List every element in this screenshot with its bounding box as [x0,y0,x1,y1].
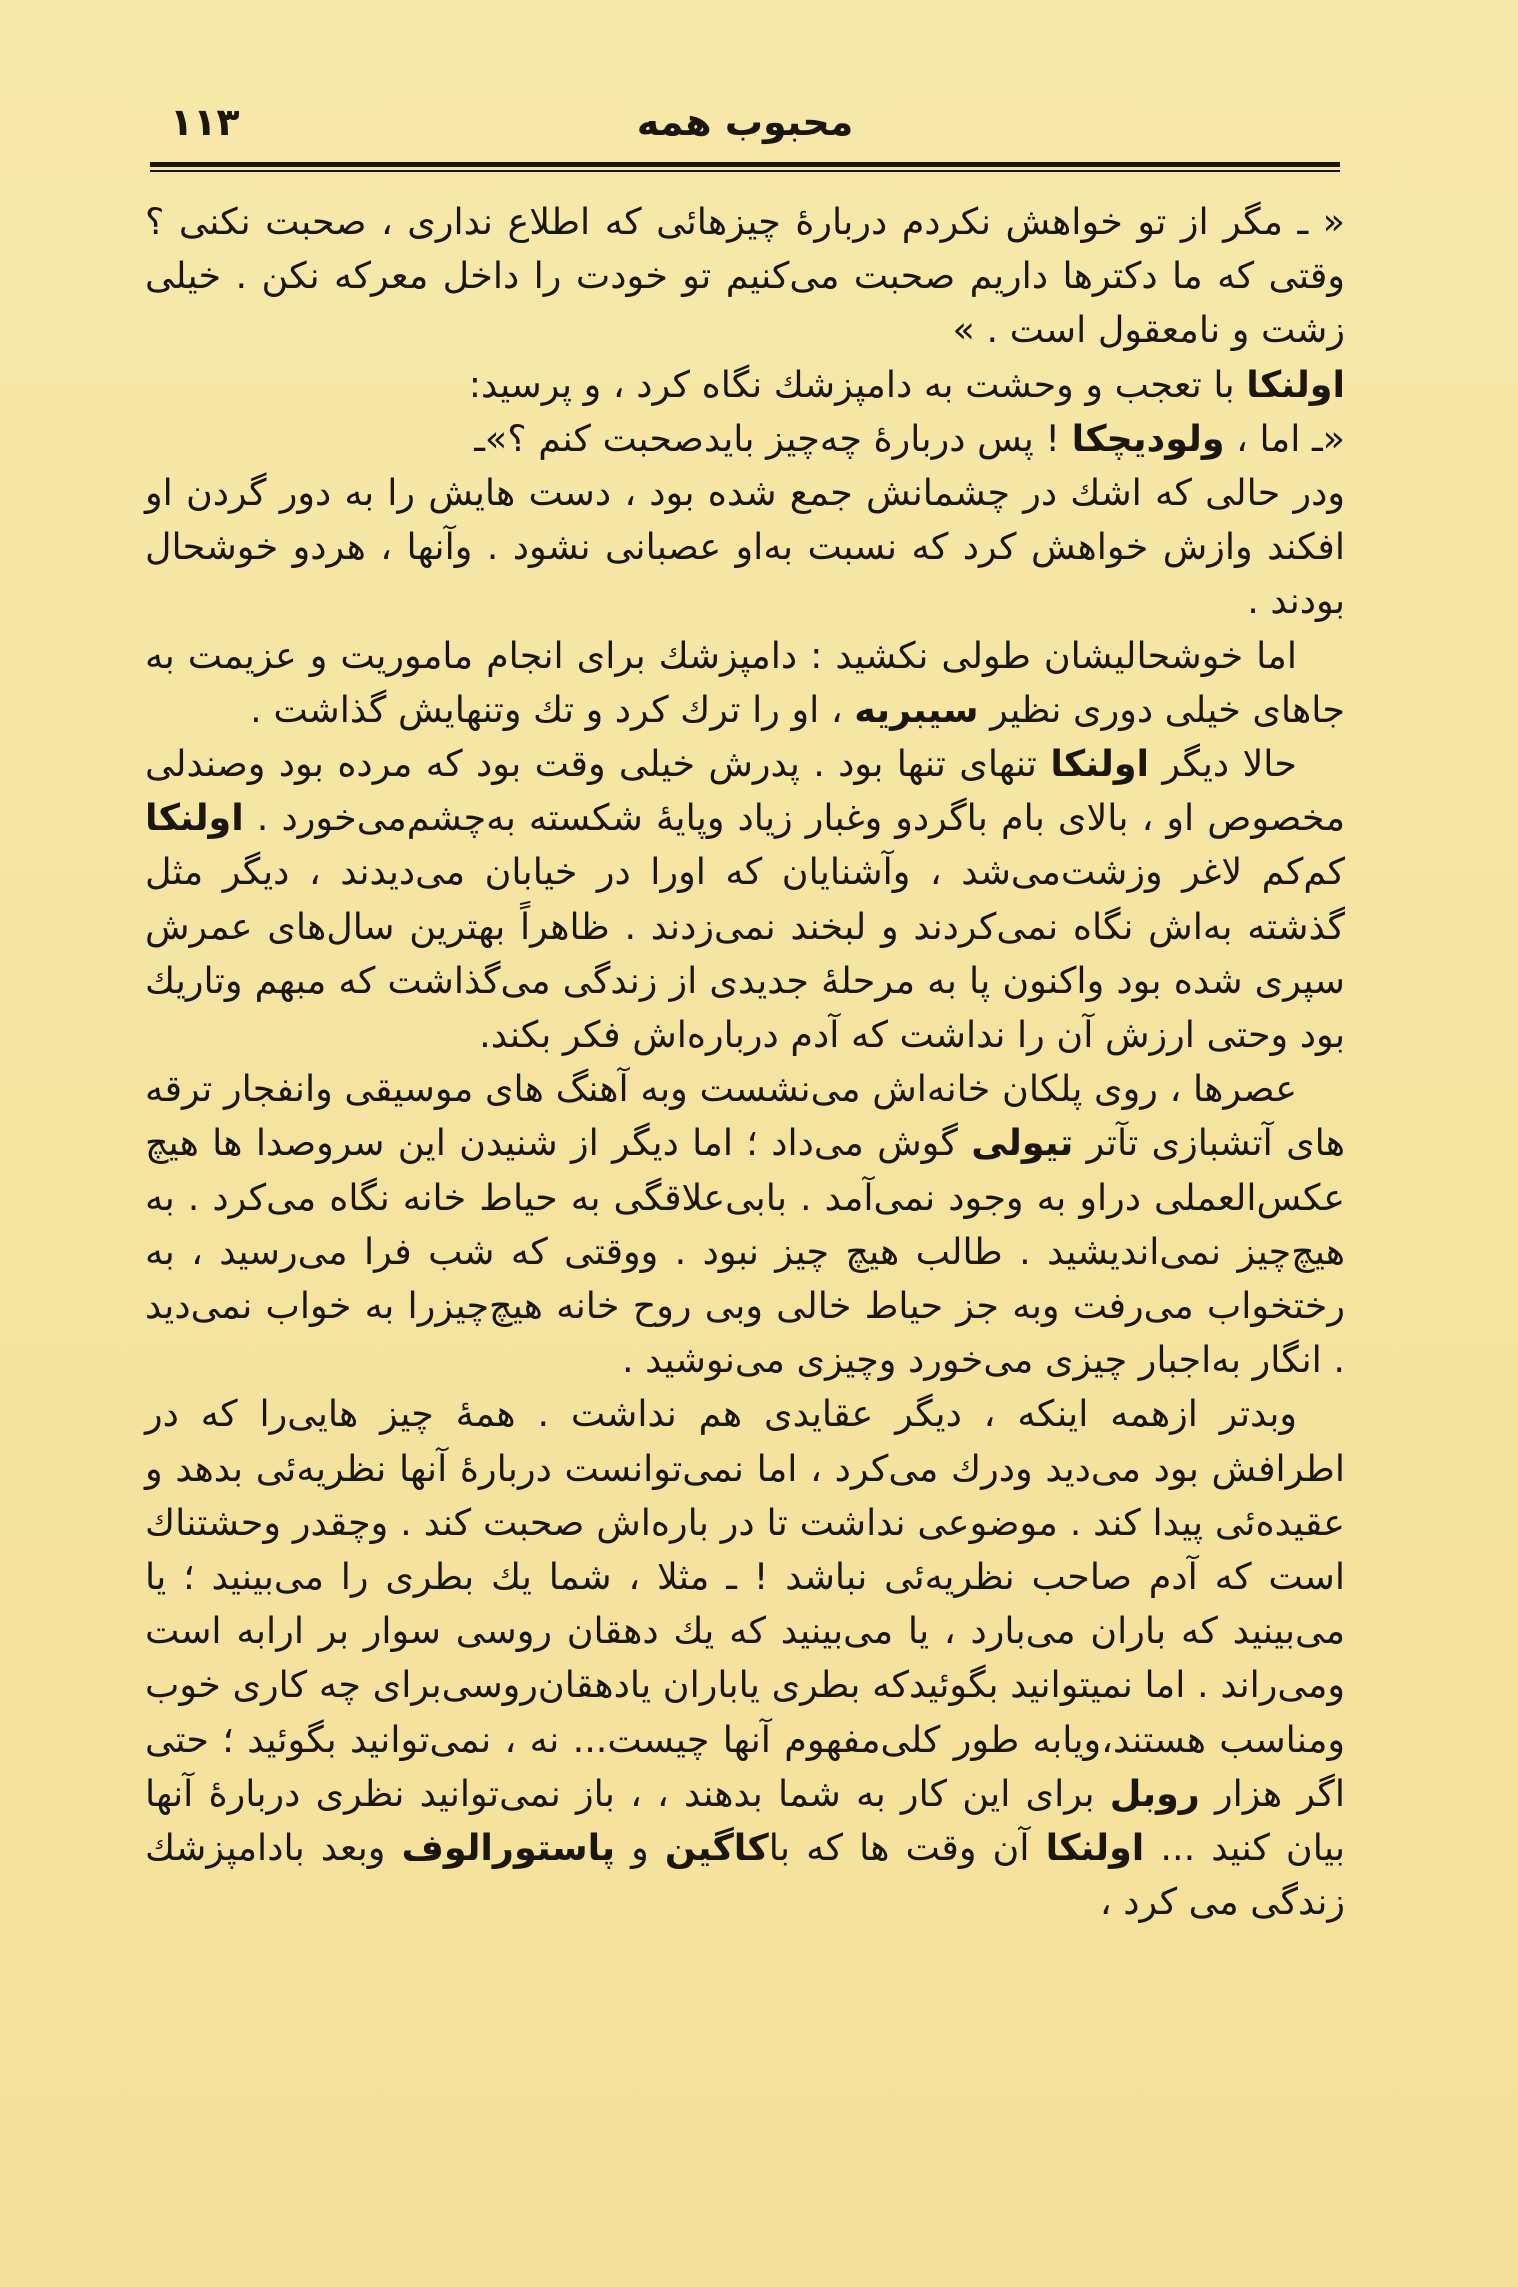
character-name: ولودیچکا [1071,416,1225,460]
running-title: محبوب همه [636,100,854,144]
paragraph [145,466,1345,629]
page-header [150,100,1340,160]
paragraph-text: آن وقت ها که با [768,1826,1046,1870]
paragraph-text: گوش می‌داد ؛ اما دیگر از شنیدن این سروصدا ها هیچ عکس‌العملی دراو به وجود نمی‌آمد . بابی‌علاقگی به حیاط خانه نگاه می‌کرد . به هیچ‌چیز نمی‌اندیشید . طالب هیچ چیز نبود . ووقتی که شب فرا می‌رسید ، به رختخواب می‌رفت وبه جز حیاط خالی وبی روح خانه هیچ‌چیزرا به خواب نمی‌دید . انگار به‌اجبار چیزی می‌خورد وچیزی می‌نوشید . [145,1121,1345,1382]
paragraph-text: کم‌کم لاغر وزشت‌می‌شد ، وآشنایان که اورا در خیابان می‌دیدند ، دیگر مثل گذشته به‌اش نگاه نمی‌کردند و لبخند نمی‌زدند . ظاهراً بهترین سال‌های عمرش سپری شده بود واکنون پا به مرحلهٔ جدیدی از زندگی می‌گذاشت که مبهم وتاریك بود وحتی ارزش آن را نداشت که آدم درباره‌اش فکر بکند. [145,850,1345,1057]
paragraph [145,629,1345,737]
paragraph-text: برای این کار به شما بدهند ، ، باز نمی‌توانید نظری دربارهٔ آنها بیان کنید ... [145,1771,1346,1870]
character-name: پاستورالوف [401,1826,616,1870]
paragraph [145,1062,1345,1387]
paragraph-text: «ـ اما ، [1224,416,1345,460]
paragraph-text: ، او را ترك کرد و تك وتنهایش گذاشت . [250,687,855,731]
paragraph-text: و [615,1826,665,1870]
place-name: سیبریه [854,687,979,731]
page-number: ۱۱۳ [170,100,240,144]
paragraph [145,1387,1345,1929]
paragraph-text: تنهای تنها بود . پدرش خیلی وقت بود که مرده بود وصندلی مخصوص او ، بالای بام باگردو وغبار زیاد وپایهٔ شکسته به‌چشم‌می‌خورد . [145,742,1345,840]
paragraph-text: با تعجب و وحشت به دامپزشك نگاه کرد ، و پرسید: [468,362,1247,406]
character-name: اولنکا [1045,1826,1145,1870]
body-text [145,195,1345,1930]
paragraph [145,412,1345,466]
paragraph-text: حالا دیگر [1149,742,1297,786]
character-name: اولنکا [1246,362,1345,406]
paragraph-text: « ـ مگر از تو خواهش نکردم دربارهٔ چیزهائی که اطلاع نداری ، صحبت نکنی ؟ وقتی که ما دکترها داریم صحبت می‌کنیم تو خودت را داخل معرکه نکن . خیلی زشت و نامعقول است . » [145,200,1345,352]
currency-word: روبل [1109,1771,1200,1815]
paragraph [145,195,1345,358]
character-name: اولنکا [1050,742,1150,786]
header-rule [150,162,1340,172]
paragraph-text: اما خوشحالیشان طولی نکشید : دامپزشك برای انجام ماموریت و عزیمت به جاهای خیلی دوری نظیر [145,633,1345,731]
paragraph [145,737,1345,1062]
character-name: کاگین [664,1826,769,1870]
paragraph [145,358,1345,412]
paragraph-text: ودر حالی که اشك در چشمانش جمع شده بود ، دست هایش را به دور گردن او افکند وازش خواهش کرد که نسبت به‌او عصبانی نشود . وآنها ، هردو خوشحال بودند . [145,471,1345,623]
paragraph-text: وبدتر ازهمه اینکه ، دیگر عقایدی هم نداشت . همهٔ چیز هایی‌را که در اطرافش بود می‌دید ودرك می‌کرد ، اما نمی‌توانست دربارهٔ آنها نظریه‌ئی بدهد و عقیده‌ئی پیدا کند . موضوعی نداشت تا در باره‌اش صحبت کند . وچقدر وحشتناك است که آدم صاحب نظریه‌ئی نباشد ! ـ مثلا ، شما یك بطری را می‌بینید ؛ یا می‌بینید که باران می‌بارد ، یا می‌بینید که یك دهقان روسی سوار بر ارابه است ومی‌راند . اما نمیتوانید بگوئیدکه بطری یاباران یادهقان‌روسی‌برای چه کاری خوب ومناسب هستند،ویابه طور کلی‌مفهوم آنها چیست... نه ، نمی‌توانید بگوئید ؛ حتی اگر هزار [145,1392,1346,1815]
character-name: اولنکا [145,796,244,840]
place-name: تیولی [971,1121,1074,1165]
paragraph-text: ! پس دربارهٔ چه‌چیز بایدصحبت کنم ؟»ـ [474,416,1072,460]
paragraph-text: وبعد بادامپزشك زندگی می کرد ، [145,1826,1345,1924]
paragraph-text: عصرها ، روی پلکان خانه‌اش می‌نشست وبه آهنگ های موسیقی وانفجار ترقه های آتشبازی تآتر [145,1067,1346,1165]
